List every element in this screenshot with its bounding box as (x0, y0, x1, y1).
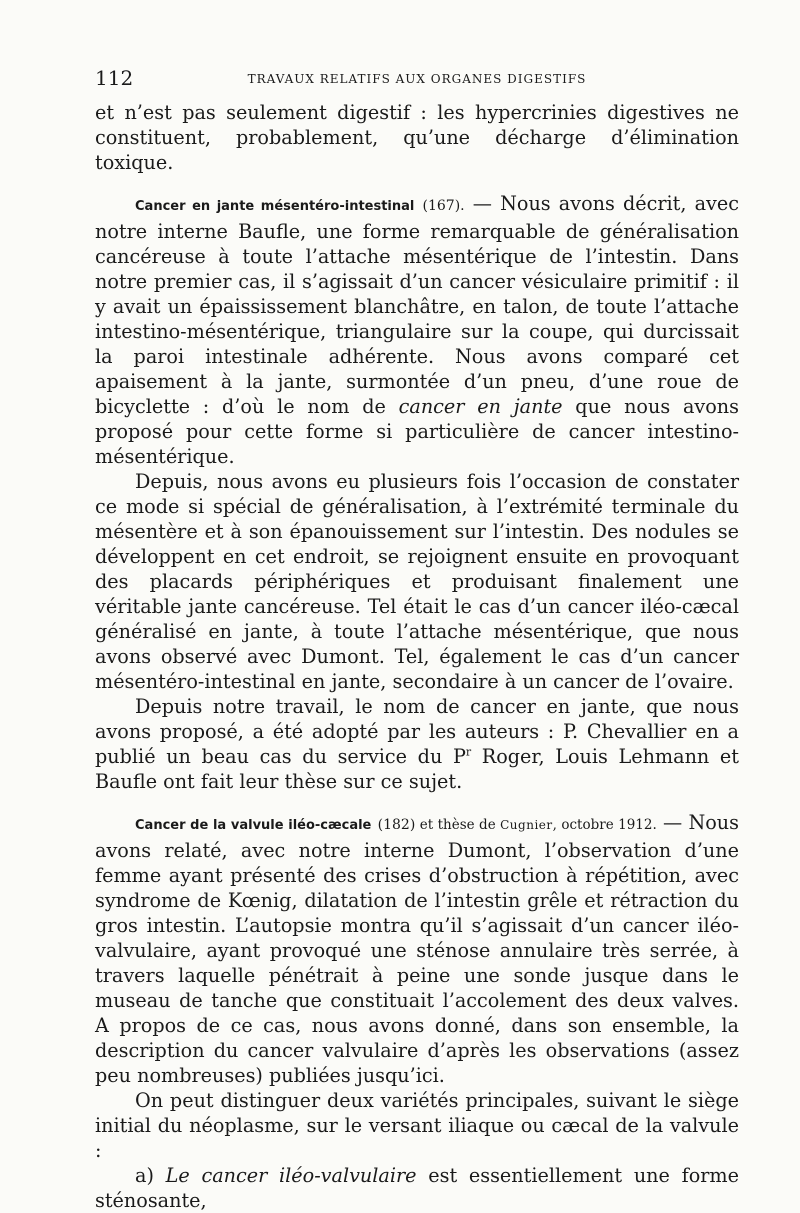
list-label: a) (135, 1164, 166, 1187)
paragraph (95, 1163, 739, 1213)
emphasis-term: cancer en jante (398, 395, 563, 418)
page (95, 66, 739, 1213)
reference-note: et thèse de (415, 817, 501, 833)
paragraph-text: — Nous avons décrit, avec notre interne Baufle, une forme remarquable de généralisation cancéreuse à toute l’attache mésentérique de l’intestin. Dans notre premier cas, il s’agissait d’un cancer vésiculaire primitif : il y avait un épaississement blanchâtre, en talon, de toute l’attache intestino-mésentérique, triangulaire sur la coupe, qui durcissait la paroi intestinale adhérente. Nous avons comparé cet apaisement à la jante, surmontée d’un pneu, d’une roue de bicyclette : d’où le nom de (95, 192, 739, 418)
page-header (95, 66, 739, 94)
section-cancer-en-jante (95, 191, 739, 469)
paragraph-text: Roger, Louis Lehmann et Baufle ont fait leur thèse sur ce sujet. (95, 745, 739, 793)
paragraph: Depuis, nous avons eu plusieurs fois l’occasion de constater ce mode si spécial de généralisation, à l’extrémité terminale du mésentère et à son épanouissement sur l’intestin. Des nodules se développent en cet endroit, se rejoignent ensuite en provoquant des placards périphériques et produisant finalement une véritable jante cancéreuse. Tel était le cas d’un cancer iléo-cæcal généralisé en jante, à toute l’attache mésentérique, que nous avons observé avec Dumont. Tel, également le cas d’un cancer mésentéro-intestinal en jante, secondaire à un cancer de l’ovaire. (95, 470, 739, 693)
running-title: TRAVAUX RELATIFS AUX ORGANES DIGESTIFS (247, 72, 587, 86)
section-heading: Cancer en jante mésentéro-intestinal (135, 199, 415, 214)
continuation-paragraph: et n’est pas seulement digestif : les hypercrinies digestives ne constituent, probablement, qu’une décharge d’élimination toxique. (95, 101, 739, 174)
page-number: 112 (95, 66, 134, 90)
reference-number: (167). (422, 198, 465, 214)
paragraph-text: que nous avons proposé pour cette forme si particulière de cancer intestino-mésentérique. (95, 395, 739, 468)
reference-author: Cugnier (500, 818, 553, 832)
paragraph (95, 694, 739, 794)
reference-number: (182) (377, 817, 416, 833)
emphasis-term: Le cancer iléo-valvulaire (165, 1164, 417, 1187)
paragraph-text: est essentiellement une forme sténosante, (95, 1164, 739, 1212)
section-cancer-valvule (95, 810, 739, 1088)
paragraph-text: — Nous avons relaté, avec notre interne Dumont, l’observation d’une femme ayant présenté des crises d’obstruction à répétition, avec syndrome de Kœnig, dilatation de l’intestin grêle et rétraction du gros intestin. L’autopsie montra qu’il s’agissait d’un cancer iléo-valvulaire, ayant provoqué une sténose annulaire très serrée, à travers laquelle pénétrait à peine une sonde jusque dans le museau de tanche que constituait l’accolement des deux valves. A propos de ce cas, nous avons donné, dans son ensemble, la description du cancer valvulaire d’après les observations (assez peu nombreuses) publiées jusqu’ici. (95, 811, 739, 1087)
reference-note: , octobre 1912. (552, 817, 657, 833)
section-heading: Cancer de la valvule iléo-cæcale (135, 818, 372, 833)
paragraph-text: Depuis notre travail, le nom de cancer en jante, que nous avons proposé, a été adopté par les auteurs : P. Chevallier en a publié un beau cas du service du P (95, 695, 739, 768)
paragraph: On peut distinguer deux variétés principales, suivant le siège initial du néoplasme, sur le versant iliaque ou cæcal de la valvule : (95, 1089, 739, 1162)
superscript: r (465, 745, 472, 759)
